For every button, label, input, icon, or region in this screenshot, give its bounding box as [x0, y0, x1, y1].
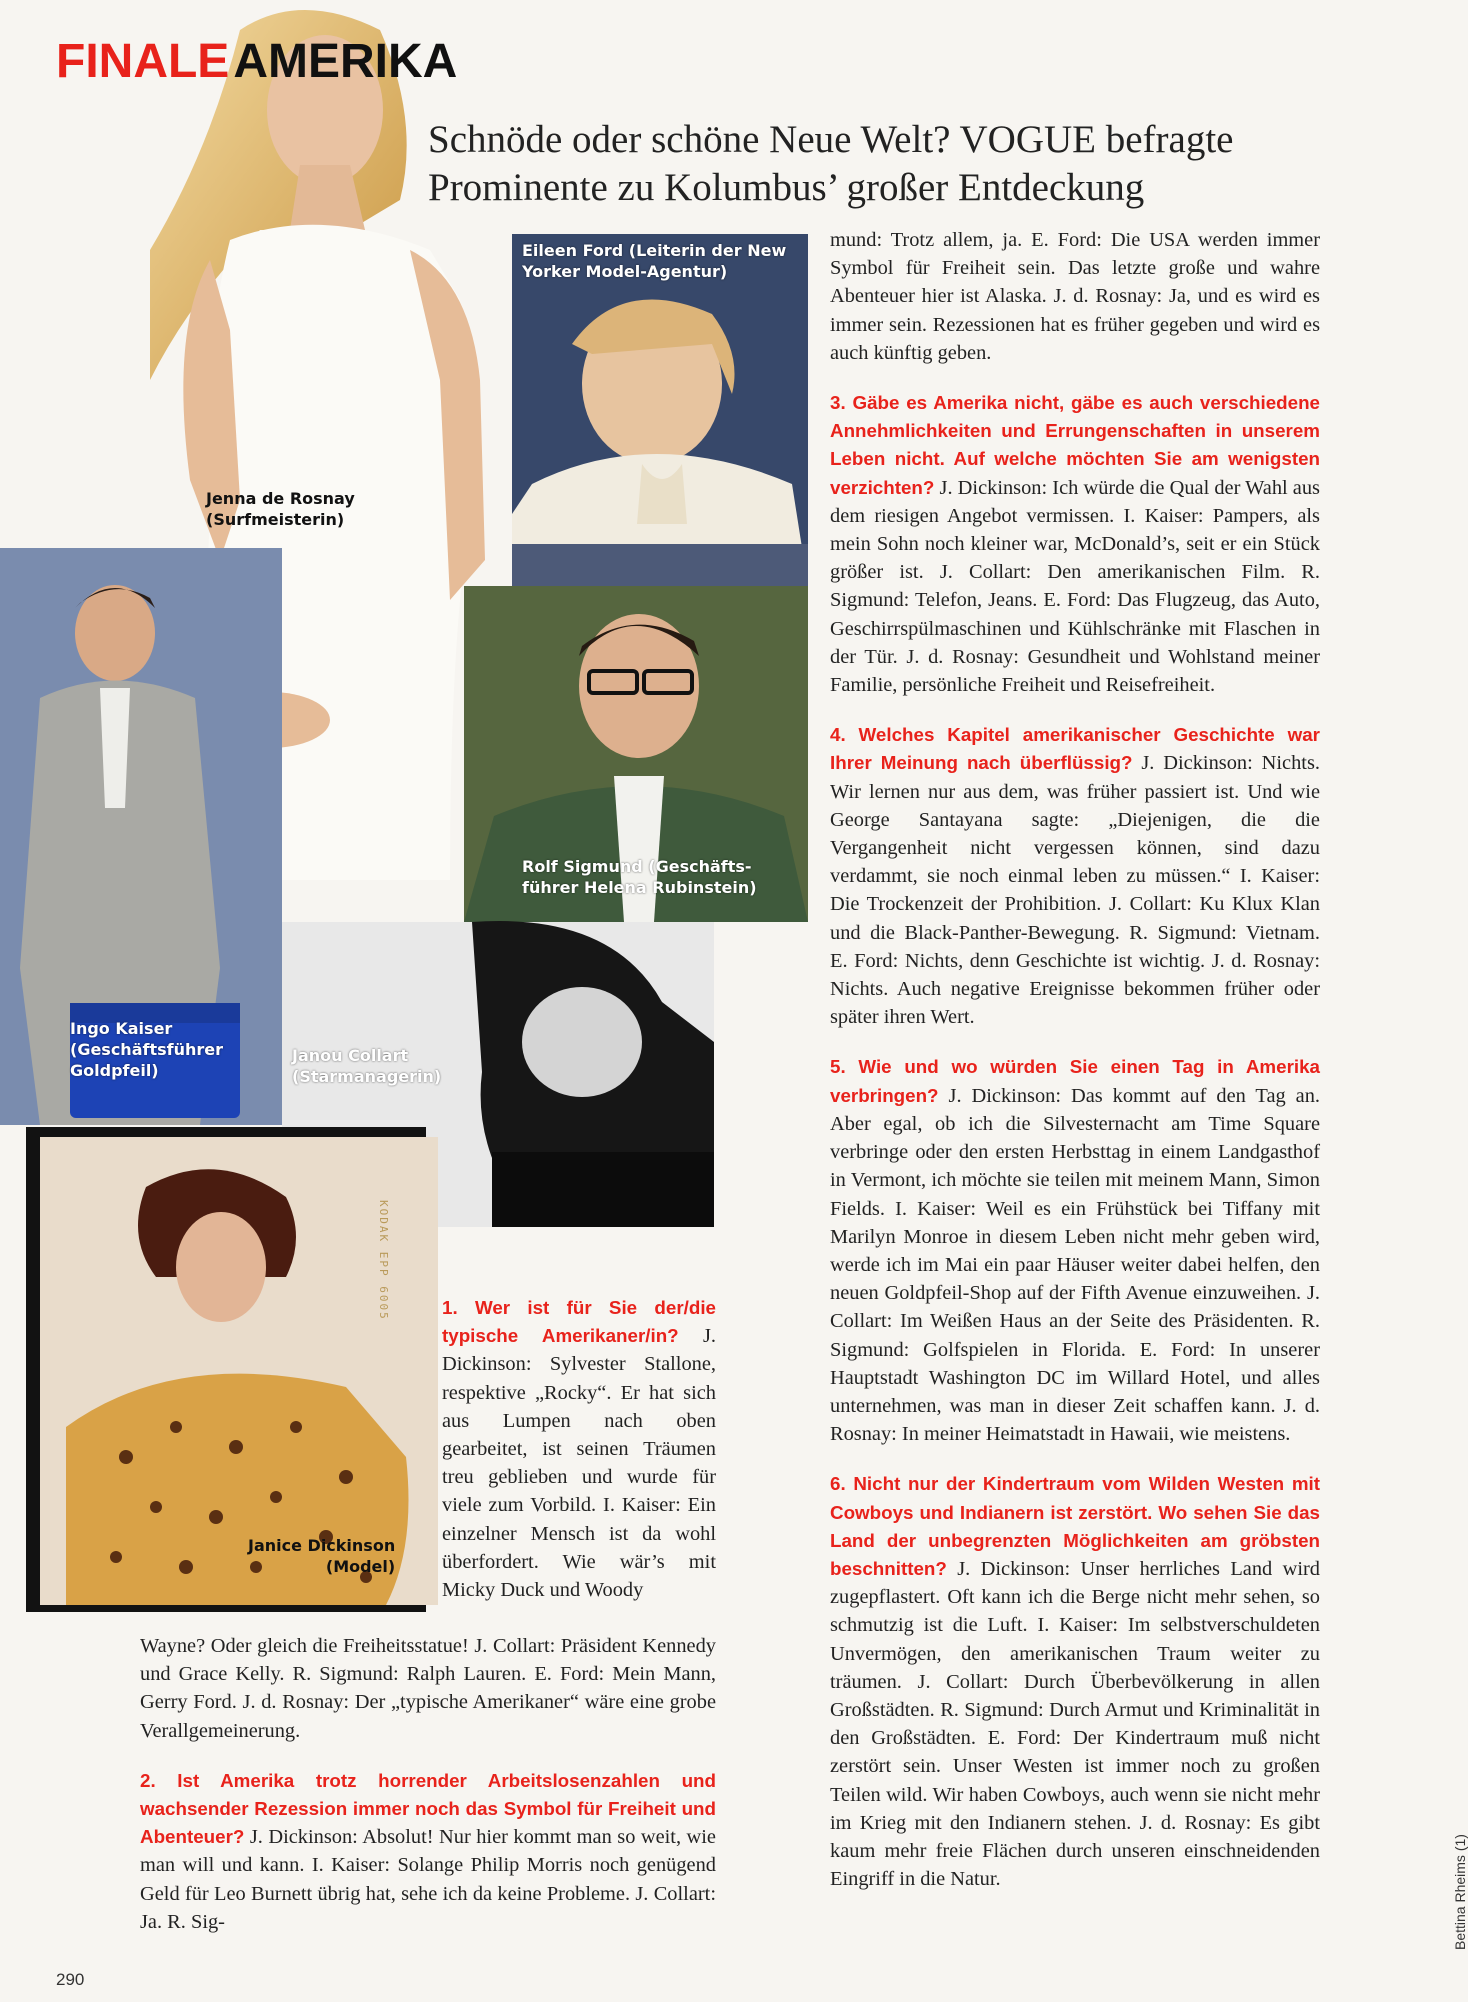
title-finale: FINALE [56, 35, 230, 88]
question-1: 1. Wer ist für Sie der/die typische Amerikaner/in? [442, 1297, 716, 1347]
caption-ingo: Ingo Kaiser (Geschäftsführer Goldpfeil) [70, 1019, 223, 1080]
question-3: 3. Gäbe es Amerika nicht, gäbe es auch verschiedene Annehmlichkeiten und Errungenschaften in unserem Leben nicht. Auf welche möchten Sie am wenigsten verzichten? [830, 392, 1320, 498]
question-5: 5. Wie und wo würden Sie einen Tag in Amerika verbringen? [830, 1056, 1320, 1106]
answer-6: J. Dickinson: Unser herrliches Land wird zugepflastert. Oft kann ich die Berge nicht mehr sehen, so schmutzig ist die Luft. I. Kaiser: Im selbstverschuldeten Unvermögen, den amerikanischen Traum weiter zu träumen. J. Collart: Durch Überbevölkerung in allen Großstädten. R. Sigmund: Durch Armut und Kriminalität in den Großstädten. E. Ford: Der Kindertraum muß nicht zerstört sein. Unser Westen ist immer noch zu großen Teilen wild. Wir haben Cowboys, auch wenn sie nicht mehr im Krieg mit den Indianern stehen. J. d. Rosnay: Es gibt kaum mehr freie Flächen durch unseren einschneidenden Eingriff in die Natur. [830, 1557, 1320, 1891]
subtitle-line-2: Prominente zu Kolumbus’ großer Entdeckung [428, 166, 1145, 209]
left-lower-column [140, 1632, 716, 1958]
answer-4: J. Dickinson: Nichts. Wir lernen nur aus dem, was früher passiert ist. Und wie George Santayana sagte: „Diejenigen, die die Vergangenheit nicht vergessen können, sind dazu verdammt, sie noch einmal leben zu müssen.“ I. Kaiser: Die Trockenzeit der Prohibition. J. Collart: Ku Klux Klan und die Black-Panther-Bewegung. R. Sigmund: Vietnam. E. Ford: Nichts, denn Geschichte ist wichtig. J. d. Rosnay: Nichts. Auch negative Ereignisse bekommen früher oder später ihren Wert. [830, 752, 1320, 1029]
subtitle [428, 116, 1448, 212]
answer-3: J. Dickinson: Ich würde die Qual der Wahl aus dem riesigen Angebot vermissen. I. Kaiser: Pampers, als mein Sohn noch kleiner war, McDonald’s, seit er ein Stück größer ist. J. Collart: Den amerikanischen Film. R. Sigmund: Telefon, Jeans. E. Ford: Das Flugzeug, das Auto, Geschirrspülmaschinen und Kühlschränke mit Flaschen in der Tür. J. d. Rosnay: Gesundheit und Wohlstand meiner Familie, persönliche Freiheit und Reisefreiheit. [830, 476, 1320, 697]
right-column [830, 226, 1320, 1915]
q1-narrow-column [442, 1294, 716, 1604]
caption-rolf: Rolf Sigmund (Geschäfts- führer Helena Rubinstein) [522, 857, 757, 897]
question-4: 4. Welches Kapitel amerikanischer Geschichte war Ihrer Meinung nach überflüssig? [830, 724, 1320, 774]
question-2: 2. Ist Amerika trotz horrender Arbeitslosenzahlen und wachsender Rezession immer noch das Symbol für Freiheit und Abenteuer? [140, 1769, 716, 1848]
title-amerika: AMERIKA [233, 35, 458, 88]
answer-5: J. Dickinson: Das kommt auf den Tag an. Aber egal, ob ich die Silvesternacht am Time Square verbringe oder den ersten Herbsttag in einem Landgasthof in Vermont, ich möchte sie teilen mit meinem Mann, Simon Fields. I. Kaiser: Weil es ein Frühstück bei Tiffany mit Marilyn Monroe in diesem Leben nicht mehr geben wird, werde ich im Mai ein paar Häuser weiter dabei helfen, den neuen Goldpfeil-Shop auf der Fifth Avenue einzuweihen. J. Collart: Im Weißen Haus an der Seite des Präsidenten. R. Sigmund: Golfspielen in Florida. E. Ford: In unserer Hauptstadt Washington DC im Willard Hotel, und alles unternehmen, was man in dieser Zeit schaffen kann. J. d. Rosnay: In meiner Heimatstadt in Hawaii, wie meistens. [830, 1084, 1320, 1446]
caption-janice: Janice Dickinson (Model) [248, 1536, 396, 1576]
answer-2-part-2: mund: Trotz allem, ja. E. Ford: Die USA werden immer Symbol für Freiheit sein. Das letzte große und wahre Abenteuer hier ist Alaska. J. d. Rosnay: Ja, und es wird es immer sein. Rezessionen hat es früher gegeben und wird es auch künftig geben. [830, 229, 1320, 364]
page-number: 290 [56, 1970, 85, 1989]
photo-credit: Bettina Rheims (1) [1452, 1834, 1468, 1950]
film-edge-text: KODAK EPP 6005 [377, 1200, 390, 1321]
caption-janou: Janou Collart (Starmanagerin) [292, 1046, 442, 1086]
answer-1-part-1: J. Dickinson: Sylvester Stallone, respektive „Rocky“. Er hat sich aus Lumpen nach oben gearbeitet, ist seinen Träumen treu geblieben und wurde für viele zum Vorbild. I. Kaiser: Ein einzelner Mensch ist da wohl überfordert. Wie wär’s mit Micky Duck und Woody [442, 1325, 716, 1602]
section-title [56, 34, 457, 89]
answer-1-part-2: Wayne? Oder gleich die Freiheitsstatue! J. Collart: Präsident Kennedy und Grace Kelly. R. Sigmund: Ralph Lauren. E. Ford: Mein Mann, Gerry Ford. J. d. Rosnay: Der „typische Amerikaner“ wäre eine grobe Verallgemeinerung. [140, 1635, 716, 1742]
caption-jenna: Jenna de Rosnay (Surfmeisterin) [206, 489, 355, 529]
caption-eileen: Eileen Ford (Leiterin der New Yorker Model-Agentur) [522, 241, 787, 281]
answer-2-part-1: J. Dickinson: Absolut! Nur hier kommt man so weit, wie man will und kann. I. Kaiser: Solange Philip Morris noch genügend Geld für Leo Burnett übrig hat, sehe ich da keine Probleme. J. Collart: Ja. R. Sig- [140, 1826, 716, 1933]
photo-eileen-ford [512, 234, 808, 586]
subtitle-line-1: Schnöde oder schöne Neue Welt? VOGUE befragte [428, 118, 1234, 161]
question-6: 6. Nicht nur der Kindertraum vom Wilden Westen mit Cowboys und Indianern ist zerstört. Wo sehen Sie das Land der unbegrenzten Möglichkeiten am gröbsten beschnitten? [830, 1473, 1320, 1579]
